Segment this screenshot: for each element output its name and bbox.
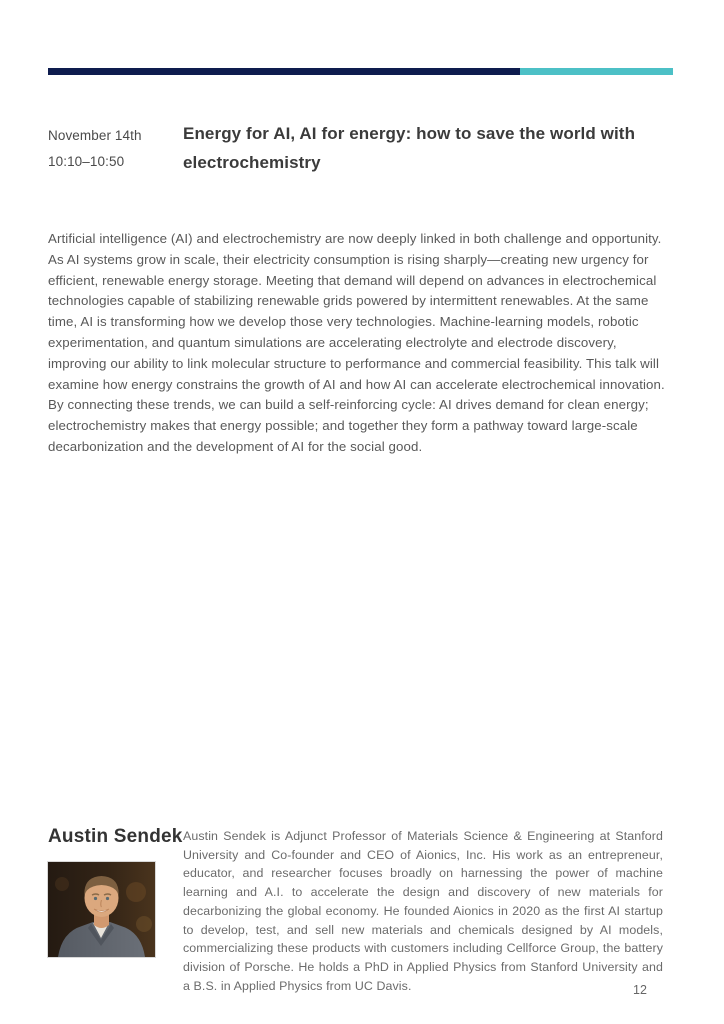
session-header: [48, 120, 673, 177]
speaker-bio: Austin Sendek is Adjunct Professor of Materials Science & Engineering at Stanford University and Co-founder and CEO of Aionics, Inc. His work as an entrepreneur, educator, and researcher focuses broadly on harnessing the power of machine learning and A.I. to accelerate the design and discovery of new materials for decarbonizing the global economy. He founded Aionics in 2020 as the first AI startup to develop, test, and sell new materials and chemicals designed by AI models, commercializing these products with customers including Cellforce Group, the battery division of Porsche. He holds a PhD in Applied Physics from Stanford University and a B.S. in Applied Physics from UC Davis.: [183, 829, 663, 993]
speaker-headshot-image: [48, 862, 155, 957]
header-rule-navy-segment: [48, 68, 520, 75]
session-title: Energy for AI, AI for energy: how to save the world with electrochemistry: [183, 124, 636, 172]
speaker-photo: [48, 862, 155, 957]
session-abstract: Artificial intelligence (AI) and electrochemistry are now deeply linked in both challenge and opportunity. As AI systems grow in scale, their electricity consumption is rising sharply—creating new urgency for efficient, renewable energy storage. Meeting that demand will depend on advances in electrochemical technologies capable of stabilizing renewable grids powered by intermittent renewables. At the same time, AI is transforming how we develop those very technologies. Machine-learning models, robotic experimentation, and quantum simulations are accelerating electrolyte and electrode discovery, improving our ability to link molecular structure to performance and commercial feasibility. This talk will examine how energy constrains the growth of AI and how AI can accelerate electrochemical innovation. By connecting these trends, we can build a self-reinforcing cycle: AI drives demand for clean energy; electrochemistry makes that energy possible; and together they form a pathway toward large-scale decarbonization and the development of AI for the social good.: [48, 231, 665, 454]
header-rule-teal-segment: [520, 68, 673, 75]
page-number: 12: [633, 983, 647, 997]
session-time: 10:10–10:50: [48, 154, 125, 169]
session-datetime: [48, 120, 183, 175]
speaker-name: Austin Sendek: [48, 826, 183, 847]
header-rule: [48, 68, 673, 75]
session-date: November 14th: [48, 128, 142, 143]
